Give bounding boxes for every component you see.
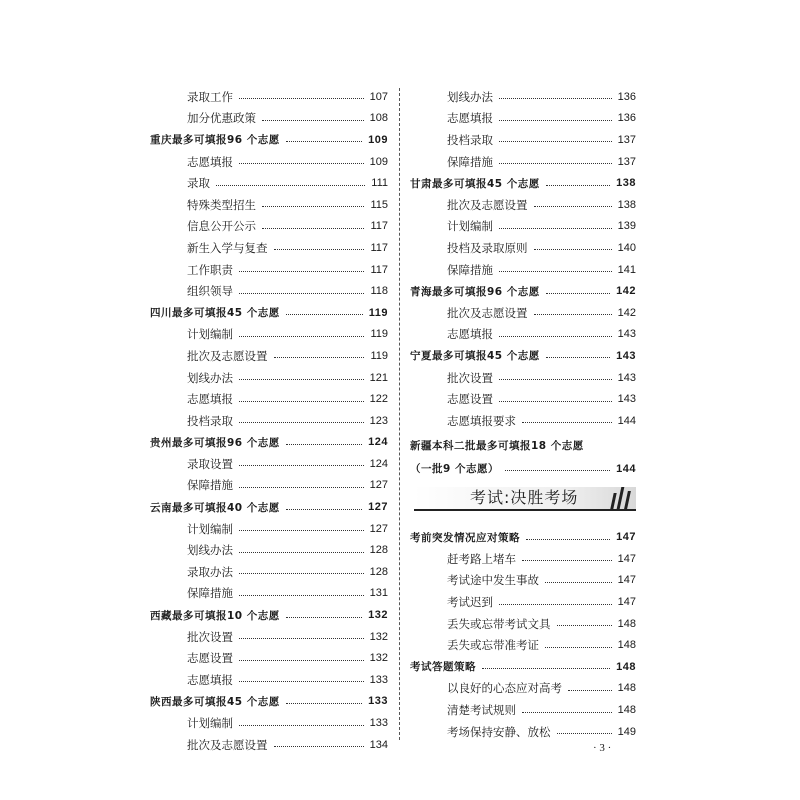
toc-heading [410,172,636,194]
toc-leader-dots [274,249,365,250]
toc-entry-page: 119 [370,328,388,341]
toc-entry-title: 陕西最多可填报45 个志愿 [150,695,280,708]
toc-right-top [410,86,636,432]
toc-leader-dots [522,712,612,713]
toc-leader-dots [239,530,364,531]
toc-entry-title: 批次设置 [447,370,493,385]
toc-entry-title: 志愿填报 [447,327,493,342]
toc-entry-page: 147 [617,552,636,565]
toc-right-bottom [410,527,636,743]
toc-heading [410,280,636,302]
toc-leader-dots [239,660,364,661]
toc-entry-title: 信息公开公示 [187,219,256,234]
toc-entry-title: 计划编制 [187,327,233,342]
toc-entry-title: 宁夏最多可填报45 个志愿 [410,350,540,363]
toc-entry [150,151,388,173]
toc-entry-page: 128 [369,544,388,557]
toc-entry [410,410,636,432]
toc-heading [410,656,636,678]
toc-entry-page: 134 [369,738,388,751]
toc-leader-dots [239,681,364,682]
toc-leader-dots [534,206,612,207]
toc-entry [410,591,636,613]
toc-entry-title: 录取设置 [187,456,233,471]
toc-entry-title: 志愿填报要求 [447,413,516,428]
toc-entry-title: 划线办法 [447,89,493,104]
toc-entry [150,583,388,605]
toc-entry-title: 批次及志愿设置 [447,197,528,212]
toc-entry-title: 投档录取 [187,413,233,428]
toc-leader-dots [499,379,612,380]
toc-heading [150,129,388,151]
toc-entry [150,172,388,194]
toc-entry [410,570,636,592]
toc-entry-page: 148 [617,617,636,630]
toc-entry-title: 考场保持安静、放松 [447,724,551,739]
toc-entry-title: 保障措施 [187,586,233,601]
toc-leader-dots [239,379,364,380]
toc-entry-title: 重庆最多可填报96 个志愿 [150,134,280,147]
toc-leader-dots [262,206,364,207]
toc-entry [410,699,636,721]
toc-entry-page: 142 [616,285,636,298]
toc-entry-title: 批次设置 [187,629,233,644]
toc-entry-title: 划线办法 [187,370,233,385]
toc-entry [150,345,388,367]
toc-entry [150,367,388,389]
toc-entry [150,108,388,130]
toc-entry-title: 保障措施 [447,262,493,277]
toc-entry-title: 志愿填报 [447,111,493,126]
toc-leader-dots [239,336,364,337]
toc-heading-xinjiang-line1 [410,432,636,459]
toc-entry-page: 133 [368,695,388,708]
page-number: · 3 · [593,742,612,754]
toc-entry-title: 考试答题策略 [410,661,476,674]
toc-entry-page: 131 [369,587,388,600]
toc-leader-dots [545,647,612,648]
toc-entry-page: 142 [617,306,636,319]
toc-entry-page: 137 [617,133,636,146]
toc-entry [150,669,388,691]
toc-leader-dots [262,120,364,121]
toc-entry-page: 137 [617,155,636,168]
toc-leader-dots [522,422,612,423]
toc-entry-title: 计划编制 [447,219,493,234]
toc-leader-dots [286,314,363,315]
toc-entry-title: 批次及志愿设置 [187,737,268,752]
toc-entry-title: 赶考路上堵车 [447,551,516,566]
toc-leader-dots [499,604,612,605]
section-banner [410,479,636,527]
toc-heading-xinjiang-line2 [410,459,636,479]
toc-entry-title: 志愿填报 [187,154,233,169]
toc-heading [410,527,636,549]
toc-leader-dots [239,487,364,488]
toc-entry [410,324,636,346]
toc-entry-title: 志愿填报 [187,392,233,407]
toc-entry [150,712,388,734]
toc-entry-title: 投档及录取原则 [447,240,528,255]
toc-entry [150,388,388,410]
toc-entry-page: 144 [616,462,636,475]
toc-leader-dots [557,625,612,626]
toc-entry-page: 132 [369,630,388,643]
toc-entry [410,194,636,216]
toc-entry-page: 139 [617,220,636,233]
column-divider [399,88,400,740]
toc-entry-page: 148 [617,639,636,652]
toc-entry-page: 118 [370,285,388,298]
toc-entry-title: 录取 [187,176,210,191]
toc-entry [410,302,636,324]
toc-entry-title: 批次及志愿设置 [187,348,268,363]
toc-entry [150,194,388,216]
toc-entry [410,613,636,635]
toc-entry-page: 136 [617,112,636,125]
toc-entry [410,86,636,108]
toc-entry-page: 140 [617,241,636,254]
toc-entry-page: 147 [617,574,636,587]
toc-entry-title: 组织领导 [187,284,233,299]
toc-leader-dots [568,690,612,691]
toc-entry-page: 119 [370,349,388,362]
toc-leader-dots [499,120,612,121]
toc-entry-page: 133 [369,717,388,730]
toc-leader-dots [499,228,612,229]
toc-entry-title: 保障措施 [447,154,493,169]
toc-entry-page: 108 [369,112,388,125]
toc-entry-title: 加分优惠政策 [187,111,256,126]
toc-entry [410,259,636,281]
toc-entry-page: 148 [616,660,636,673]
toc-entry [150,237,388,259]
toc-leader-dots [274,357,365,358]
toc-entry-title: 投档录取 [447,132,493,147]
toc-entry-page: 143 [617,393,636,406]
toc-entry [150,324,388,346]
toc-entry-page: 143 [617,328,636,341]
toc-entry-page: 147 [616,531,636,544]
toc-leader-dots [546,293,610,294]
toc-entry-page: 127 [369,522,388,535]
toc-entry-page: 133 [369,673,388,686]
toc-leader-dots [499,98,612,99]
toc-entry-page: 124 [368,436,388,449]
toc-leader-dots [239,465,364,466]
toc-entry-title: 西藏最多可填报10 个志愿 [150,609,280,622]
toc-entry-title: 以良好的心态应对高考 [447,681,562,696]
toc-leader-dots [239,725,364,726]
toc-leader-dots [545,582,612,583]
toc-entry-title: 志愿填报 [187,672,233,687]
toc-leader-dots [546,357,610,358]
toc-entry-page: 123 [369,414,388,427]
toc-entry-page: 138 [616,177,636,190]
toc-entry-title: 清楚考试规则 [447,703,516,718]
toc-entry [410,678,636,700]
toc-entry-title: 特殊类型招生 [187,197,256,212]
toc-heading [150,496,388,518]
toc-entry [150,626,388,648]
toc-entry-page: 119 [368,306,388,319]
toc-entry-title: 志愿设置 [187,651,233,666]
toc-leader-dots [239,573,364,574]
toc-leader-dots [482,668,610,669]
toc-leader-dots [286,703,362,704]
toc-entry [150,539,388,561]
toc-heading [150,604,388,626]
toc-heading [150,302,388,324]
toc-entry [150,259,388,281]
toc-entry-page: 148 [617,704,636,717]
toc-leader-dots [274,746,364,747]
toc-entry-title: 计划编制 [187,521,233,536]
toc-entry-page: 109 [369,155,388,168]
toc-entry [150,280,388,302]
toc-right-column [410,86,636,742]
toc-entry-title: 录取工作 [187,89,233,104]
toc-entry-page: 121 [369,371,388,384]
toc-leader-dots [239,401,364,402]
toc-leader-dots [499,163,612,164]
toc-leader-dots [505,470,610,471]
toc-entry-page: 138 [617,198,636,211]
toc-entry [410,237,636,259]
toc-entry [410,108,636,130]
toc-leader-dots [239,293,364,294]
toc-entry-page: 127 [369,479,388,492]
toc-entry-page: 147 [617,596,636,609]
toc-entry-title: 工作职责 [187,262,233,277]
toc-entry [410,151,636,173]
toc-entry [410,129,636,151]
toc-leader-dots [522,560,612,561]
toc-entry [150,734,388,756]
toc-leader-dots [286,509,362,510]
toc-entry-title: （一批9 个志愿） [410,463,499,475]
toc-entry-page: 115 [370,198,388,211]
toc-entry [150,453,388,475]
toc-leader-dots [546,185,610,186]
toc-entry-title: 贵州最多可填报96 个志愿 [150,436,280,449]
toc-entry-title: 青海最多可填报96 个志愿 [410,285,540,298]
toc-leader-dots [499,141,612,142]
toc-entry [150,647,388,669]
toc-entry-page: 117 [370,241,388,254]
toc-heading [150,432,388,454]
toc-entry-title: 丢失或忘带考试文具 [447,616,551,631]
toc-entry-title: 划线办法 [187,543,233,558]
toc-entry-title: 四川最多可填报45 个志愿 [150,307,280,320]
toc-entry [150,410,388,432]
toc-leader-dots [499,336,612,337]
toc-leader-dots [216,185,365,186]
toc-entry-title: 新生入学与复查 [187,240,268,255]
toc-leader-dots [239,163,364,164]
toc-leader-dots [239,638,364,639]
toc-entry-page: 127 [368,501,388,514]
toc-heading [150,691,388,713]
toc-leader-dots [534,314,612,315]
toc-leader-dots [239,422,364,423]
toc-leader-dots [286,444,362,445]
toc-entry-page: 144 [617,414,636,427]
toc-leader-dots [239,595,364,596]
toc-entry-page: 128 [369,565,388,578]
toc-entry [150,518,388,540]
toc-leader-dots [262,228,364,229]
toc-leader-dots [239,271,364,272]
toc-entry [410,388,636,410]
toc-entry-title: 保障措施 [187,478,233,493]
toc-entry-title: 丢失或忘带准考证 [447,638,539,653]
toc-entry-page: 149 [617,725,636,738]
toc-entry-title: 批次及志愿设置 [447,305,528,320]
toc-leader-dots [557,733,612,734]
toc-leader-dots [499,271,612,272]
toc-entry-title: 计划编制 [187,716,233,731]
toc-leader-dots [286,617,362,618]
toc-entry-title: 录取办法 [187,564,233,579]
toc-entry-page: 122 [369,393,388,406]
toc-entry-page: 148 [617,682,636,695]
toc-entry-title: 考试途中发生事故 [447,573,539,588]
toc-leader-dots [526,539,610,540]
toc-entry-page: 107 [369,90,388,103]
section-title: 考试:决胜考场 [470,487,579,507]
toc-entry-page: 141 [617,263,636,276]
toc-entry-title: 考前突发情况应对策略 [410,531,520,544]
toc-leader-dots [286,141,362,142]
toc-entry-page: 143 [617,371,636,384]
toc-entry-page: 132 [369,652,388,665]
toc-left-column [150,86,388,755]
toc-leader-dots [534,249,612,250]
toc-heading [410,345,636,367]
toc-entry-title: 志愿设置 [447,392,493,407]
toc-entry-page: 136 [617,90,636,103]
toc-entry [150,561,388,583]
toc-entry-page: 117 [370,263,388,276]
toc-entry-title: 甘肃最多可填报45 个志愿 [410,177,540,190]
toc-entry-page: 109 [368,133,388,146]
toc-entry-page: 111 [371,177,388,190]
slash-marks-icon [610,485,636,509]
toc-entry [410,721,636,743]
toc-entry [150,475,388,497]
toc-entry [410,548,636,570]
toc-entry-page: 143 [616,349,636,362]
toc-leader-dots [239,552,364,553]
toc-leader-dots [239,98,364,99]
toc-entry [410,216,636,238]
toc-entry [150,86,388,108]
toc-entry-page: 117 [370,220,388,233]
toc-entry-page: 132 [368,609,388,622]
toc-leader-dots [499,401,612,402]
toc-entry [410,367,636,389]
toc-entry [410,634,636,656]
toc-entry-title: 新疆本科二批最多可填报18 个志愿 [410,439,584,452]
toc-entry-title: 云南最多可填报40 个志愿 [150,501,280,514]
toc-entry [150,216,388,238]
toc-entry-title: 考试迟到 [447,595,493,610]
toc-entry-page: 124 [369,457,388,470]
